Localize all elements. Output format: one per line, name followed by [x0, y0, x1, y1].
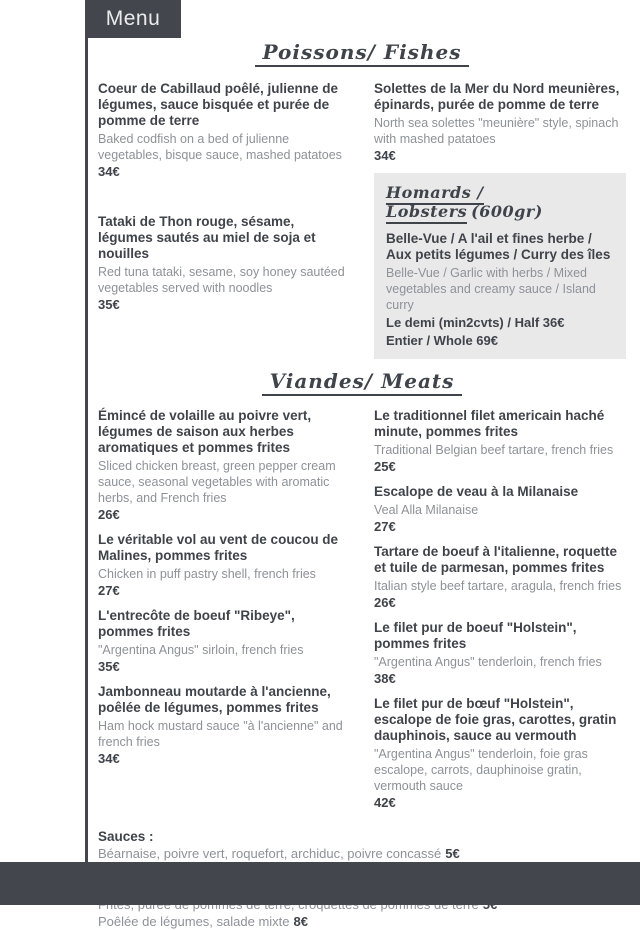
accompagnements-line: [98, 913, 626, 930]
dish-price: 38€: [374, 671, 396, 686]
dish-title: Émincé de volaille au poivre vert, légumes de saison aux herbes aromatiques et pommes frites: [98, 408, 312, 455]
dish-price: 42€: [374, 795, 396, 810]
accompagnements-price: 8€: [293, 914, 308, 929]
dish-price-whole: Entier / Whole 69€: [386, 333, 498, 348]
dish-price: 26€: [374, 595, 396, 610]
lobster-heading-text: Homards / Lobsters: [386, 183, 484, 224]
meat-column-left: [98, 408, 350, 820]
dish-description: Chicken in puff pastry shell, french fries: [98, 567, 316, 581]
accompagnements-text: Poêlée de légumes, salade mixte: [98, 914, 290, 929]
menu-item-escalope: [374, 484, 626, 535]
dish-description: Belle-Vue / Garlic with herbs / Mixed vegetables and creamy sauce / Island curry: [386, 266, 596, 312]
dish-title: Le véritable vol au vent de coucou de Malines, pommes frites: [98, 532, 339, 563]
menu-item-holstein-frites: [374, 620, 626, 687]
footer-bar: [0, 862, 640, 905]
dish-price: 25€: [374, 459, 396, 474]
dish-title: Escalope de veau à la Milanaise: [374, 484, 579, 499]
sauces-price: 5€: [445, 846, 460, 861]
menu-tab: [85, 0, 181, 38]
dish-description: North sea solettes "meunière" style, spinach with mashed patatoes: [374, 116, 619, 146]
dish-title: Le filet pur de boeuf "Holstein", pommes frites: [374, 620, 577, 651]
dish-title: Le traditionnel filet americain haché minute, pommes frites: [374, 408, 605, 439]
dish-description: Sliced chicken breast, green pepper cream sauce, seasonal vegetables with aromatic herbs, and French fries: [98, 459, 336, 505]
sauces-label: Sauces :: [98, 829, 154, 844]
dish-title: Le filet pur de bœuf "Holstein", escalope de foie gras, carottes, gratin dauphinois, sauce au vermouth: [374, 696, 617, 743]
dish-price: 27€: [98, 583, 120, 598]
sauces-line: [98, 845, 626, 862]
lobster-section-heading: [386, 183, 614, 221]
dish-title: Solettes de la Mer du Nord meunières, épinards, purée de pomme de terre: [374, 81, 620, 112]
meat-column-right: [374, 408, 626, 820]
fish-column-left: [98, 81, 350, 359]
dish-price: 26€: [98, 507, 120, 522]
meat-columns: [98, 408, 626, 820]
dish-price: 35€: [98, 297, 120, 312]
menu-item-emince: [98, 408, 350, 523]
dish-description: "Argentina Angus" sirloin, french fries: [98, 643, 304, 657]
menu-item-holstein-foie-gras: [374, 696, 626, 811]
dish-price: 34€: [374, 148, 396, 163]
dish-description: Italian style beef tartare, aragula, french fries: [374, 579, 622, 593]
dish-price: 34€: [98, 751, 120, 766]
menu-content: [98, 40, 626, 930]
lobster-heading-row: [386, 183, 614, 222]
sauces-text: Béarnaise, poivre vert, roquefort, archiduc, poivre concassé: [98, 846, 442, 861]
menu-item-tartare: [374, 544, 626, 611]
dish-description: Traditional Belgian beef tartare, french fries: [374, 443, 614, 457]
dish-description: Red tuna tataki, sesame, soy honey sautéed vegetables served with noodles: [98, 265, 345, 295]
menu-item-americain: [374, 408, 626, 475]
menu-item-solettes: [374, 81, 626, 164]
dish-price: 27€: [374, 519, 396, 534]
dish-title: Belle-Vue / A l'ail et fines herbe / Aux petits légumes / Curry des îles: [386, 231, 611, 262]
dish-description: Veal Alla Milanaise: [374, 503, 479, 517]
fish-column-right: [374, 81, 626, 359]
left-accent-line: [85, 38, 88, 862]
menu-item-cabillaud: [98, 81, 350, 180]
dish-title: Tataki de Thon rouge, sésame, légumes sautés au miel de soja et nouilles: [98, 214, 316, 261]
dish-description: "Argentina Angus" tenderloin, french fries: [374, 655, 602, 669]
dish-title: L'entrecôte de boeuf "Ribeye", pommes frites: [98, 608, 295, 639]
fish-heading-row: [98, 40, 626, 67]
dish-description: Ham hock mustard sauce "à l'ancienne" and french fries: [98, 719, 343, 749]
lobster-panel: [374, 173, 626, 359]
dish-price: 35€: [98, 659, 120, 674]
menu-item-entrecote: [98, 608, 350, 675]
menu-tab-label: Menu: [105, 7, 161, 30]
dish-title: Coeur de Cabillaud poêlé, julienne de légumes, sauce bisquée et purée de pomme de terre: [98, 81, 339, 128]
fish-columns: [98, 81, 626, 359]
meat-section-heading: Viandes/ Meats: [262, 369, 463, 396]
dish-description: "Argentina Angus" tenderloin, foie gras escalope, carrots, dauphinoise gratin, vermouth sauce: [374, 747, 588, 793]
dish-title: Tartare de boeuf à l'italienne, roquette et tuile de parmesan, pommes frites: [374, 544, 618, 575]
menu-item-jambonneau: [98, 684, 350, 767]
fish-section-heading: Poissons/ Fishes: [255, 40, 470, 67]
dish-price: 34€: [98, 164, 120, 179]
lobster-heading-weight: (600gr): [471, 202, 543, 221]
dish-description: Baked codfish on a bed of julienne vegetables, bisque sauce, mashed patatoes: [98, 132, 342, 162]
menu-item-vol-au-vent: [98, 532, 350, 599]
dish-price-half: Le demi (min2cvts) / Half 36€: [386, 315, 565, 330]
dish-title: Jambonneau moutarde à l'ancienne, poêlée de légumes, pommes frites: [98, 684, 331, 715]
menu-item-tataki: [98, 214, 350, 313]
meat-heading-row: [98, 369, 626, 396]
